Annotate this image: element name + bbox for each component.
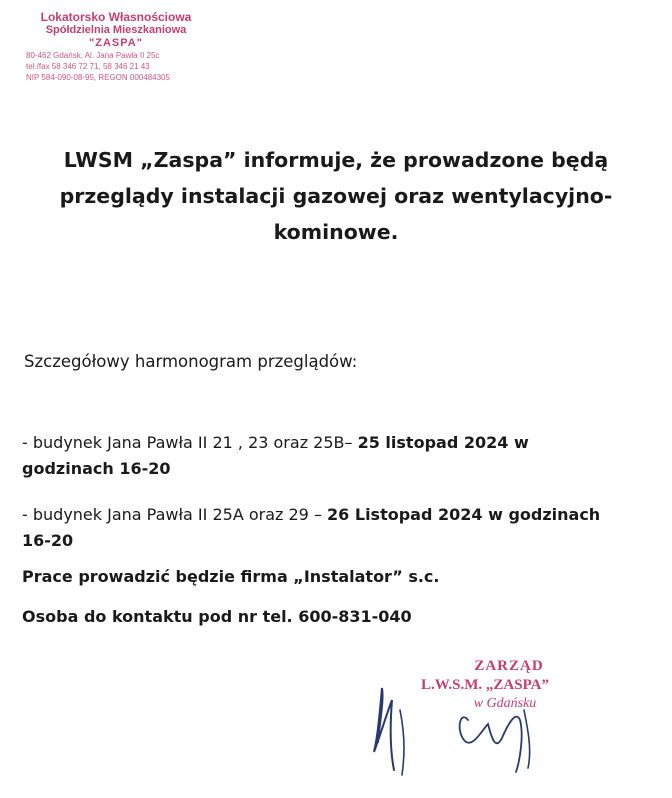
schedule-item-buildings: - budynek Jana Pawła II 25A oraz 29 – [22, 505, 328, 524]
schedule-item [22, 430, 642, 482]
schedule-item-buildings: - budynek Jana Pawła II 21 , 23 oraz 25B– [22, 433, 358, 452]
schedule-intro: Szczegółowy harmonogram przeglądów: [24, 352, 358, 371]
stamp-phone: tel./fax 58 346 72 71, 58 346 21 43 [26, 62, 150, 71]
schedule-item-hours: godzinach 16-20 [22, 459, 171, 478]
board-stamp-line1: ZARZĄD [474, 658, 544, 674]
stamp-org-line3: "ZASPA" [89, 37, 143, 49]
stamp-address: 80-462 Gdańsk, Al. Jana Pawła II 25c [26, 51, 160, 60]
schedule-item-date: 25 listopad 2024 w [357, 433, 529, 452]
schedule-item [22, 502, 642, 554]
headline-line3: kominowe. [273, 220, 399, 244]
schedule-item-date: 26 Listopad 2024 w godzinach [327, 505, 601, 524]
contractor-info: Prace prowadzić będzie firma „Instalator” s.c. [22, 567, 440, 586]
stamp-ids: NIP 584-090-08-95, REGON 000484305 [26, 73, 170, 82]
handwritten-signature [360, 680, 560, 780]
stamp-org-line2: Spółdzielnia Mieszkaniowa [45, 24, 187, 36]
schedule-item-hours: 16-20 [22, 531, 74, 550]
letterhead-stamp [26, 10, 206, 83]
board-stamp-line2: L.W.S.M. „ZASPA” [421, 677, 549, 693]
contact-info: Osoba do kontaktu pod nr tel. 600-831-040 [22, 607, 412, 626]
board-stamp-line3: w Gdańsku [473, 696, 537, 711]
headline-line2: przeglądy instalacji gazowej oraz wentylacyjno- [59, 184, 613, 208]
stamp-org-line1: Lokatorsko Własnościowa [40, 10, 192, 24]
headline-line1: LWSM „Zaspa” informuje, że prowadzone będą [63, 148, 609, 172]
headline [24, 142, 648, 250]
